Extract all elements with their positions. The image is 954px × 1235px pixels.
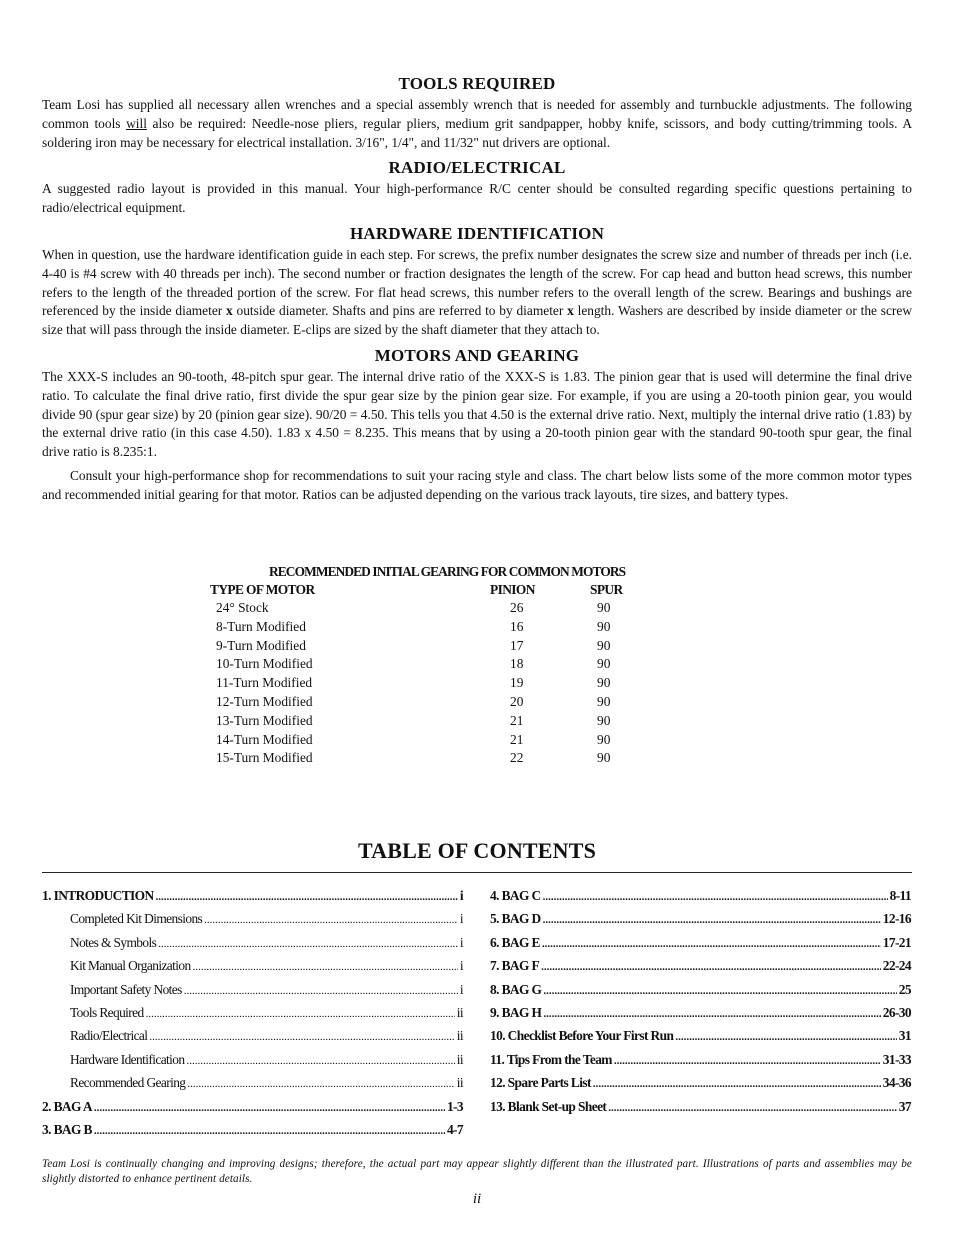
pinion-cell: 17 — [510, 637, 524, 653]
gearing-table-header — [210, 580, 690, 599]
toc-entry-page: 8-11 — [889, 888, 911, 903]
hardware-identification-heading: HARDWARE IDENTIFICATION — [349, 223, 605, 243]
toc-entry[interactable] — [490, 958, 911, 981]
toc-entry[interactable] — [490, 982, 911, 1005]
radio-electrical-section — [42, 158, 912, 218]
toc-entry[interactable] — [490, 1028, 911, 1051]
gearing-table — [210, 563, 690, 768]
hardware-identification-section — [42, 224, 912, 340]
header-type-of-motor: TYPE OF MOTOR — [210, 582, 315, 597]
toc-entry[interactable] — [490, 1052, 911, 1075]
table-row — [210, 749, 690, 768]
radio-electrical-heading: RADIO/ELECTRICAL — [388, 158, 566, 178]
footer-disclaimer: Team Losi is continually changing and improving designs; therefore, the actual part may appear slightly different than the illustrated part. Illustrations of parts and assemblies may be slightly distorted to enhance pertinent details. — [42, 1158, 912, 1185]
toc-entry-page: 26-30 — [882, 1004, 911, 1020]
toc-entry-page: 37 — [898, 1098, 911, 1114]
table-row — [210, 637, 690, 656]
toc-leader-dots — [187, 1075, 454, 1091]
gearing-table-body — [210, 599, 690, 768]
spur-cell: 90 — [597, 750, 611, 766]
toc-entry-page: 12-16 — [882, 911, 911, 927]
radio-electrical-text: A suggested radio layout is provided in this manual. Your high-performance R/C center should be consulted regarding specific questions pertaining to radio/electrical equipment. — [42, 181, 912, 216]
toc-entry-label: Completed Kit Dimensions — [70, 911, 203, 927]
toc-entry-label: Kit Manual Organization — [70, 958, 191, 974]
toc-leader-dots — [543, 888, 888, 904]
toc-leader-dots — [675, 1028, 896, 1044]
pinion-cell: 21 — [510, 731, 524, 747]
toc-leader-dots — [543, 982, 896, 998]
table-row — [210, 655, 690, 674]
toc-leader-dots — [193, 958, 458, 974]
pinion-cell: 20 — [510, 693, 524, 709]
toc-entry-page: ii — [456, 1004, 463, 1020]
table-row — [210, 712, 690, 731]
toc-entry[interactable] — [42, 1052, 463, 1075]
toc-leader-dots — [149, 1028, 454, 1044]
spur-cell: 90 — [597, 600, 611, 615]
motor-type-cell: 11-Turn Modified — [216, 675, 313, 691]
toc-entry-label: Tools Required — [70, 1004, 144, 1020]
spur-cell: 90 — [597, 656, 611, 672]
motor-type-cell: 13-Turn Modified — [216, 712, 313, 728]
toc-entry-label: 1. INTRODUCTION — [42, 888, 154, 903]
header-pinion: PINION — [490, 582, 535, 597]
spur-cell: 90 — [597, 618, 611, 634]
table-row — [210, 599, 690, 618]
toc-divider — [42, 872, 912, 873]
toc-leader-dots — [542, 935, 881, 951]
toc-entry-label: 8. BAG G — [490, 981, 542, 997]
toc-entry-page: i — [459, 911, 463, 927]
toc-leader-dots — [614, 1052, 881, 1068]
toc-title: TABLE OF CONTENTS — [357, 838, 597, 863]
toc-entry[interactable] — [490, 1005, 911, 1028]
toc-entry[interactable] — [42, 1028, 463, 1051]
toc-entry-label: Recommended Gearing — [70, 1075, 186, 1091]
pinion-cell: 19 — [510, 675, 524, 691]
toc-leader-dots — [94, 1099, 445, 1115]
motor-type-cell: 8-Turn Modified — [216, 618, 306, 634]
hardware-identification-text: When in question, use the hardware identification guide in each step. For screws, the prefix number designates the screw size and number of threads per inch (i.e. 4-40 is #4 screw with 40 threads per inch). The second number or fraction designates the length of the screw. For cap head and button head screws, this number refers to the length of the threaded portion of the screw. For flat head screws, this number refers to the overall length of the screw. Bearings and bushings are referenced by the inside diameter x outside diameter. Shafts and pins are referred to by diameter x length. Washers are described by inside diameter or the screw size that will pass through the inside diameter. E-clips are sized by the shaft diameter that they attach to. — [42, 246, 912, 338]
toc-entry-page: 1-3 — [446, 1098, 463, 1114]
spur-cell: 90 — [597, 712, 611, 728]
toc-leader-dots — [156, 888, 458, 904]
tools-required-section — [42, 74, 912, 152]
instruction-text-block — [42, 74, 912, 511]
toc-leader-dots — [541, 958, 881, 974]
page-number: ii — [472, 1191, 482, 1207]
toc-left-column — [42, 888, 463, 1145]
toc-entry-page: i — [459, 958, 463, 974]
toc-entry-label: 6. BAG E — [490, 934, 540, 950]
pinion-cell: 22 — [510, 750, 524, 766]
pinion-cell: 26 — [510, 600, 524, 615]
toc-entry-page: ii — [456, 1051, 463, 1067]
toc-entry[interactable] — [42, 1075, 463, 1098]
toc-entry-label: 5. BAG D — [490, 911, 541, 927]
toc-entry[interactable] — [42, 1099, 463, 1122]
toc-entry[interactable] — [490, 1099, 911, 1122]
motor-type-cell: 14-Turn Modified — [216, 731, 313, 747]
toc-entry-page: 34-36 — [882, 1075, 911, 1091]
spur-cell: 90 — [597, 637, 611, 653]
gearing-table-title: RECOMMENDED INITIAL GEARING FOR COMMON MOTORS — [269, 564, 626, 579]
toc-leader-dots — [593, 1075, 881, 1091]
toc-entry-page: i — [459, 934, 463, 950]
toc-entry-label: 11. Tips From the Team — [490, 1051, 612, 1067]
table-row — [210, 731, 690, 750]
motor-type-cell: 12-Turn Modified — [216, 693, 313, 709]
tools-required-text: Team Losi has supplied all necessary allen wrenches and a special assembly wrench that is needed for assembly and turnbuckle adjustments. The following common tools will also be required: Needle-nose pliers, regular pliers, medium grit sandpapper, hobby knife, scissors, and body cutting/trimming tools. A soldering iron may be necessary for electrical installation. 3/16", 1/4", and 11/32" nut drivers are optional. — [42, 97, 912, 150]
toc-entry-label: 2. BAG A — [42, 1098, 92, 1114]
toc-entry-page: i — [459, 888, 463, 903]
spur-cell: 90 — [597, 693, 611, 709]
toc-entry-label: 4. BAG C — [490, 888, 541, 903]
motor-type-cell: 24° Stock — [216, 600, 269, 615]
toc-entry-label: Notes & Symbols — [70, 934, 157, 950]
toc-entry-page: 25 — [898, 981, 911, 997]
toc-entry-label: Important Safety Notes — [70, 981, 182, 997]
motors-gearing-section — [42, 346, 912, 505]
toc-leader-dots — [543, 1005, 880, 1021]
toc-entry[interactable] — [42, 958, 463, 981]
toc-entry-page: 31-33 — [882, 1051, 911, 1067]
header-spur: SPUR — [590, 582, 623, 597]
toc-entry-label: Radio/Electrical — [70, 1028, 148, 1044]
toc-leader-dots — [184, 982, 458, 998]
toc-leader-dots — [204, 911, 458, 927]
pinion-cell: 18 — [510, 656, 524, 672]
table-row — [210, 618, 690, 637]
toc-entry[interactable] — [42, 888, 463, 911]
toc-entry-label: 13. Blank Set-up Sheet — [490, 1098, 607, 1114]
motor-type-cell: 10-Turn Modified — [216, 656, 313, 672]
toc-entry[interactable] — [490, 888, 911, 911]
motor-type-cell: 9-Turn Modified — [216, 637, 306, 653]
table-row — [210, 674, 690, 693]
pinion-cell: 21 — [510, 712, 524, 728]
table-row — [210, 693, 690, 712]
toc-right-column — [490, 888, 911, 1122]
motors-gearing-heading: MOTORS AND GEARING — [374, 345, 580, 365]
toc-entry[interactable] — [490, 935, 911, 958]
toc-leader-dots — [146, 1005, 455, 1021]
toc-entry-page: 31 — [898, 1028, 911, 1044]
toc-entry-label: 10. Checklist Before Your First Run — [490, 1028, 674, 1044]
toc-entry-page: 22-24 — [882, 958, 911, 974]
toc-entry-label: 3. BAG B — [42, 1121, 92, 1137]
toc-entry[interactable] — [42, 911, 463, 934]
toc-leader-dots — [543, 911, 881, 927]
toc-leader-dots — [608, 1099, 897, 1115]
toc-entry[interactable] — [490, 1075, 911, 1098]
toc-entry-label: Hardware Identification — [70, 1051, 185, 1067]
toc-entry[interactable] — [490, 911, 911, 934]
pinion-cell: 16 — [510, 618, 524, 634]
toc-entry-page: i — [459, 981, 463, 997]
toc-entry[interactable] — [42, 1122, 463, 1145]
toc-entry-label: 12. Spare Parts List — [490, 1075, 591, 1091]
toc-entry[interactable] — [42, 935, 463, 958]
toc-entry-page: ii — [456, 1028, 463, 1044]
toc-entry-page: 4-7 — [446, 1121, 463, 1137]
toc-entry[interactable] — [42, 1005, 463, 1028]
motors-gearing-consult-text: Consult your high-performance shop for recommendations to suit your racing style and class. The chart below lists some of the more common motor types and recommended initial gearing for that motor. Ratios can be adjusted depending on the various track layouts, tire sizes, and battery types. — [42, 467, 912, 502]
tools-required-heading: TOOLS REQUIRED — [398, 74, 556, 93]
toc-entry-label: 7. BAG F — [490, 958, 540, 974]
toc-leader-dots — [158, 935, 458, 951]
toc-entry-page: ii — [456, 1075, 463, 1091]
spur-cell: 90 — [597, 731, 611, 747]
toc-entry-label: 9. BAG H — [490, 1004, 542, 1020]
motor-type-cell: 15-Turn Modified — [216, 750, 313, 766]
toc-leader-dots — [186, 1052, 454, 1068]
motors-gearing-text: The XXX-S includes an 90-tooth, 48-pitch spur gear. The internal drive ratio of the XXX-S is 1.83. The pinion gear that is used will determine the final drive ratio. To calculate the final drive ratio, first divide the spur gear size by the pinion gear size. For example, if you are using a 20-tooth pinion gear, you would divide 90 (spur gear size) by 20 (pinion gear size). 90/20 = 4.50. This tells you that 4.50 is the external drive ratio. Next, multiply the internal drive ratio (1.83) by the external drive ratio (in this case 4.50). 1.83 x 4.50 = 8.235. This means that by using a 20-tooth pinion gear with the standard 90-tooth spur gear, the final drive ratio is 8.235:1. — [42, 368, 912, 460]
toc-entry-page: 17-21 — [882, 934, 911, 950]
spur-cell: 90 — [597, 675, 611, 691]
toc-entry[interactable] — [42, 982, 463, 1005]
toc-leader-dots — [94, 1122, 445, 1138]
